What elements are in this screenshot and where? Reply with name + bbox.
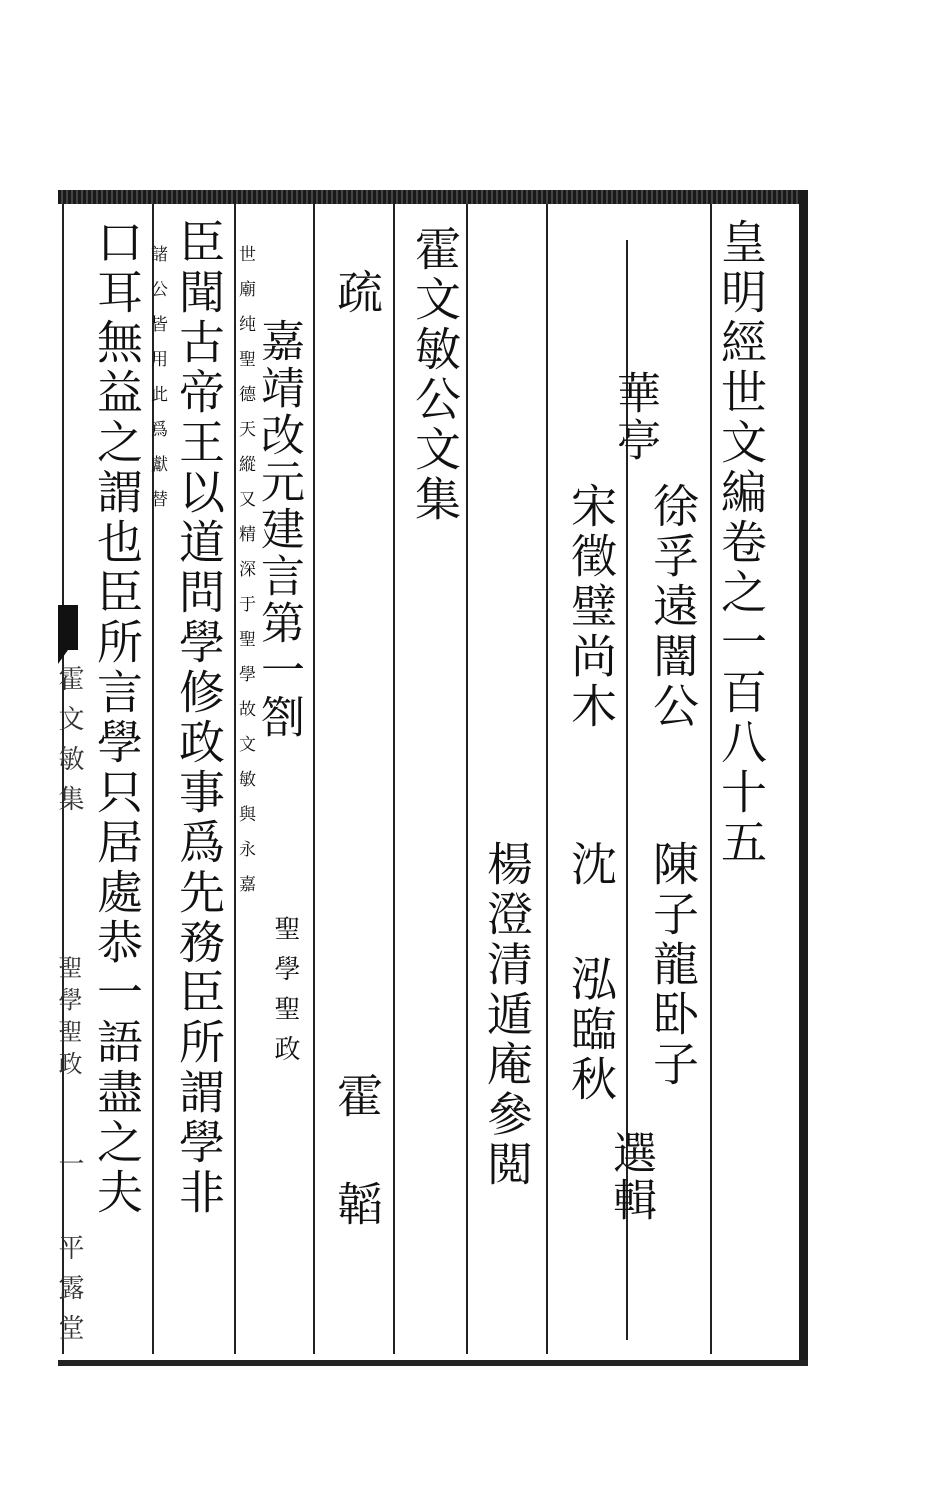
- top-border: [58, 190, 808, 204]
- memorial-subtitle: 聖學聖政: [270, 915, 300, 1075]
- column-rule: [710, 204, 712, 1354]
- compiler-xu: 徐孚遠闇公: [646, 482, 700, 732]
- compile-role: 選輯: [605, 1130, 656, 1224]
- right-border: [799, 190, 808, 1366]
- body-line-2: 口耳無益之謂也臣所言學只居處恭一語盡之夫: [90, 218, 144, 1218]
- column-rule: [546, 204, 548, 1354]
- note-line-2: 諸公皆用此爲獻替: [147, 245, 167, 525]
- note-line-1: 世廟纯聖德天縱又精深于聖學故文敏與永嘉: [235, 245, 255, 910]
- margin-page: 一 平露堂: [54, 1150, 84, 1354]
- margin-label: 霍文敏集: [54, 665, 84, 825]
- volume-title: 皇明經世文編卷之一百八十五: [714, 218, 768, 868]
- author-surname: 霍: [330, 1072, 384, 1122]
- compiler-shen-name: 泓臨秋: [564, 955, 618, 1105]
- margin-tag: [58, 605, 78, 650]
- memorial-title: 嘉靖改元建言第一劄: [253, 318, 304, 741]
- compiler-shen-surname: 沈: [564, 840, 618, 890]
- column-rule: [313, 204, 315, 1354]
- column-rule: [393, 204, 395, 1354]
- compiler-song: 宋徵璧尚木: [564, 482, 618, 732]
- bottom-border: [58, 1360, 808, 1366]
- section-heading: 疏: [330, 268, 384, 318]
- author-given-name: 韜: [330, 1180, 384, 1230]
- collection-title: 霍文敏公文集: [408, 225, 462, 525]
- column-rule: [466, 204, 468, 1354]
- place-huating: 華亭: [609, 370, 660, 464]
- reviewer: 楊澄清遁庵參閲: [480, 840, 534, 1190]
- margin-section: 聖學聖政: [54, 955, 82, 1083]
- margin-notch: [58, 650, 78, 664]
- body-line-1: 臣聞古帝王以道問學修政事爲先務臣所謂學非: [172, 218, 226, 1218]
- compiler-chen: 陳子龍卧子: [646, 840, 700, 1090]
